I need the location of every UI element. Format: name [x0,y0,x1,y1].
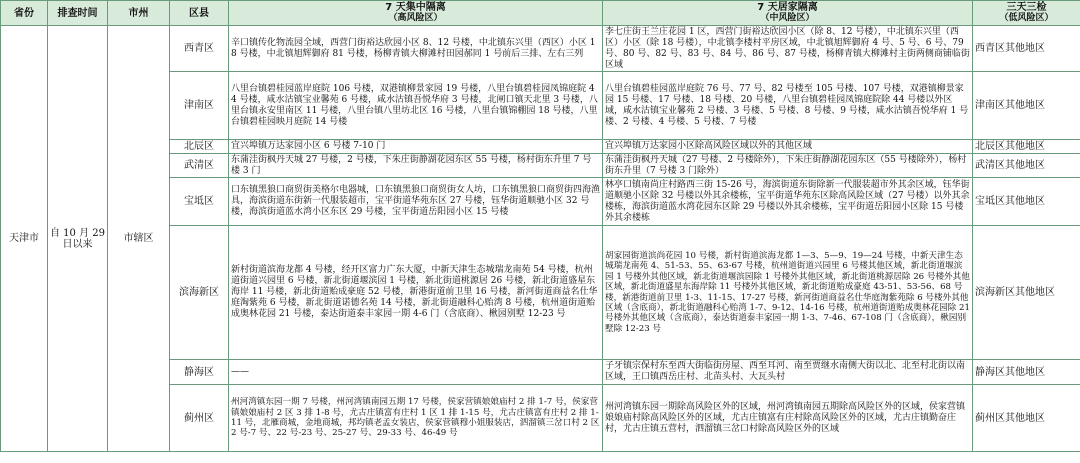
high-risk-cell: 八里台镇碧桂园蓝岸庭院 106 号楼，双港镇柳景家园 19 号楼，八里台镇碧桂园凤锦庭院 44 号楼，咸水沽镇宝业馨苑 6 号楼，咸水沽镇吾悦华府 3 号楼，北闸口镇天北里 3 号楼，八里台镇永安里南区 11 号楼，八里台镇八里坊北区 16 号楼，八里台镇锦棚园 18 号楼，八里台镇碧桂园映月庭院 14 号楼 [229,72,603,140]
district-cell: 津南区 [170,72,229,140]
high-risk-cell: 新村街道滨海龙都 4 号楼，经开区富力广东大厦，中新天津生态城瑞龙南苑 54 号楼，杭州道街道兴园里 6 号楼，新北街道堰滨园 1 号楼，新北街道桃源居 26 号楼，新北街道盛星东海岸 11 号楼，新北街道贻成豪庭 52 号楼，新港街道前卫里 16 号楼，新河街道商益名仕华庭淘紫苑 6 号楼，新北街道诺德名苑 14 号楼，新北街道融科心贻湾 8 号楼，杭州道街道贻成奥林花园 21 号楼，泰达街道泰丰家园一期 4-6 门（含底商）、楸园别墅 12-23 号 [229,226,603,360]
mid-risk-cell: 八里台镇碧桂园蓝岸庭院 76 号、77 号、82 号楼至 105 号楼、107 号楼，双港镇柳景家园 15 号楼、17 号楼、18 号楼、20 号楼，八里台镇碧桂园凤锦庭院除 44 号楼以外区域，咸水沽镇宝业馨苑 2 号楼、3 号楼、5 号楼、8 号楼、9 号楼，咸水沽镇吾悦华府 1 号楼、2 号楼、4 号楼、5 号楼、7 号楼 [603,72,973,140]
header-high-title: 7 天集中隔离 [385,2,446,13]
mid-risk-cell: 东蒲洼街枫丹天城（27 号楼、2 号楼除外），下朱庄街静湖花园东区（55 号楼除外），杨村街东升里（7 号楼 3 门除外） [603,154,973,178]
header-district: 区县 [170,1,229,26]
header-mid-sub: （中风险区） [760,13,815,23]
header-low-title: 三天三检 [1006,2,1047,13]
low-risk-cell: 北辰区其他地区 [973,140,1080,154]
table-header-row [1,1,1080,26]
header-mid-title: 7 天居家隔离 [757,2,818,13]
header-time: 排查时间 [48,1,108,26]
district-cell: 北辰区 [170,140,229,154]
high-risk-cell: 东蒲洼街枫丹天城 27 号楼，2 号楼，下朱庄街静湖花园东区 55 号楼，杨村街东升里 7 号楼 3 门 [229,154,603,178]
high-risk-cell: 州河湾镇东园一期 7 号楼，州河湾镇南园五期 17 号楼，侯家营镇娘娘庙村 2 排 1-7 号，侯家营镇娘娘庙村 2 区 3 排 1-8 号，尤古庄镇富有庄村 1 区 1 排 1-15 号，尤古庄镇富有庄村 2 排 1-11 号，北雁商城，金地商城，邦均镇老孟女装店，侯家营镇穆小姐服装店，泗溜镇三岔口村 2 区 2 号-7 号、22 号-23 号、25-27 号、29-33 号、46-49 号 [229,385,603,452]
low-risk-cell: 滨海新区其他地区 [973,226,1080,360]
low-risk-cell: 静海区其他地区 [973,360,1080,385]
header-city: 市州 [108,1,170,26]
header-high-sub: （高风险区） [388,13,443,23]
high-risk-cell: 宜兴埠镇万达家园小区 6 号楼 7-10 门 [229,140,603,154]
mid-risk-cell: 宜兴埠镇万达家园小区除高风险区域以外的其他区域 [603,140,973,154]
header-high-risk [229,1,603,26]
table-row [1,26,1080,72]
mid-risk-cell: 李七庄街王兰庄花园 1 区，西营门街裕达欣园小区（除 8、12 号楼），中北镇东兴里（西区）小区（除 18 号楼），中北镇李楼村平房区域，中北镇旭辉御府 4 号、5 号、6 号、79 号、80 号、82 号、83 号、84 号、86 号、87 号楼，杨柳青镇大柳滩村主街两侧商铺临街区域 [603,26,973,72]
district-cell: 静海区 [170,360,229,385]
district-cell: 西青区 [170,26,229,72]
low-risk-cell: 宝坻区其他地区 [973,178,1080,226]
header-low-sub: （低风险区） [999,13,1054,23]
district-cell: 蓟州区 [170,385,229,452]
time-cell: 自 10 月 29 日以来 [48,26,108,452]
high-risk-cell: 辛口镇传化物流园全域，西营门街裕达欣园小区 8、12 号楼，中北镇东兴里（西区）小区 18 号楼，中北镇旭辉御府 81 号楼，杨柳青镇大柳滩村田园郝同 1 号前后三排、左右三列 [229,26,603,72]
mid-risk-cell: 胡家园街道滨尚花园 10 号楼，新村街道滨海龙都 1—3、5—9、19—24 号楼，中新天津生态城瑞龙南苑 4、51-53、55、63-67 号楼，杭州道街道兴园里 6 号楼其他区域，新北街道堰滨园 1 号楼外其他区域，新北街道堰滨园除 1 号楼外其他区域，新北街道桃源居除 26 号楼外其他区域，新北街道盛星东海岸除 11 号楼外其他区域，新北街道贻成豪庭 43-51、53-56、68 号楼，新港街道前卫里 1-3、11-15、17-27 号楼，新河街道商益名仕华庭淘紫苑除 6 号楼外其他区域（含底商），新北街道融科心贻湾 1-7、9-12、14-16 号楼，杭州道街道贻成奥林花园除 21 号楼外其他区域（含底商），泰达街道泰丰家园一期 1-3、7-46、67-108 门（含底商），楸园别墅除 12-23 号 [603,226,973,360]
district-cell: 宝坻区 [170,178,229,226]
district-cell: 滨海新区 [170,226,229,360]
low-risk-cell: 津南区其他地区 [973,72,1080,140]
city-cell: 市辖区 [108,26,170,452]
mid-risk-cell: 子牙镇宗保村东至西大街临街房屋、西至耳河、南至贾继水南侧大街以北、北至村北街以南区域，王口镇西岳庄村、北苗头村、大瓦头村 [603,360,973,385]
high-risk-cell: —— [229,360,603,385]
low-risk-cell: 蓟州区其他地区 [973,385,1080,452]
district-cell: 武清区 [170,154,229,178]
high-risk-cell: 口东镇黑狼口商贸街美格尔电器城，口东镇黑狼口商贸街女人坊，口东镇黑狼口商贸街四海渔具，海滨街道东街新一代服装超市，宝平街道华苑东区 27 号楼，钰华街道顺驰小区 32 号楼，海滨街道蓝水湾小区东区 29 号楼，宝平街道岳阳园小区 15 号楼 [229,178,603,226]
low-risk-cell: 武清区其他地区 [973,154,1080,178]
header-low-risk [973,1,1080,26]
header-province: 省份 [1,1,48,26]
header-mid-risk [603,1,973,26]
mid-risk-cell: 州河湾镇东园一期除高风险区外的区域，州河湾镇南园五期除高风险区外的区域，侯家营镇娘娘庙村除高风险区外的区域，尤古庄镇富有庄村除高风险区外的区域，尤古庄镇勤奋庄村，尤古庄镇五营村，泗溜镇三岔口村除高风险区外的区域 [603,385,973,452]
mid-risk-cell: 林亭口镇南尚庄村路西三街 15-26 号，海滨街道东街除新一代服装超市外其余区域，钰华街道顺驰小区除 32 号楼以外其余楼栋，宝平街道华苑东区除高风险区域（27 号楼）以外其余楼栋，海滨街道蓝水湾花园东区除 29 号楼以外其余楼栋，宝平街道岳阳园小区除 15 号楼外其余楼栋 [603,178,973,226]
province-cell: 天津市 [1,26,48,452]
low-risk-cell: 西青区其他地区 [973,26,1080,72]
